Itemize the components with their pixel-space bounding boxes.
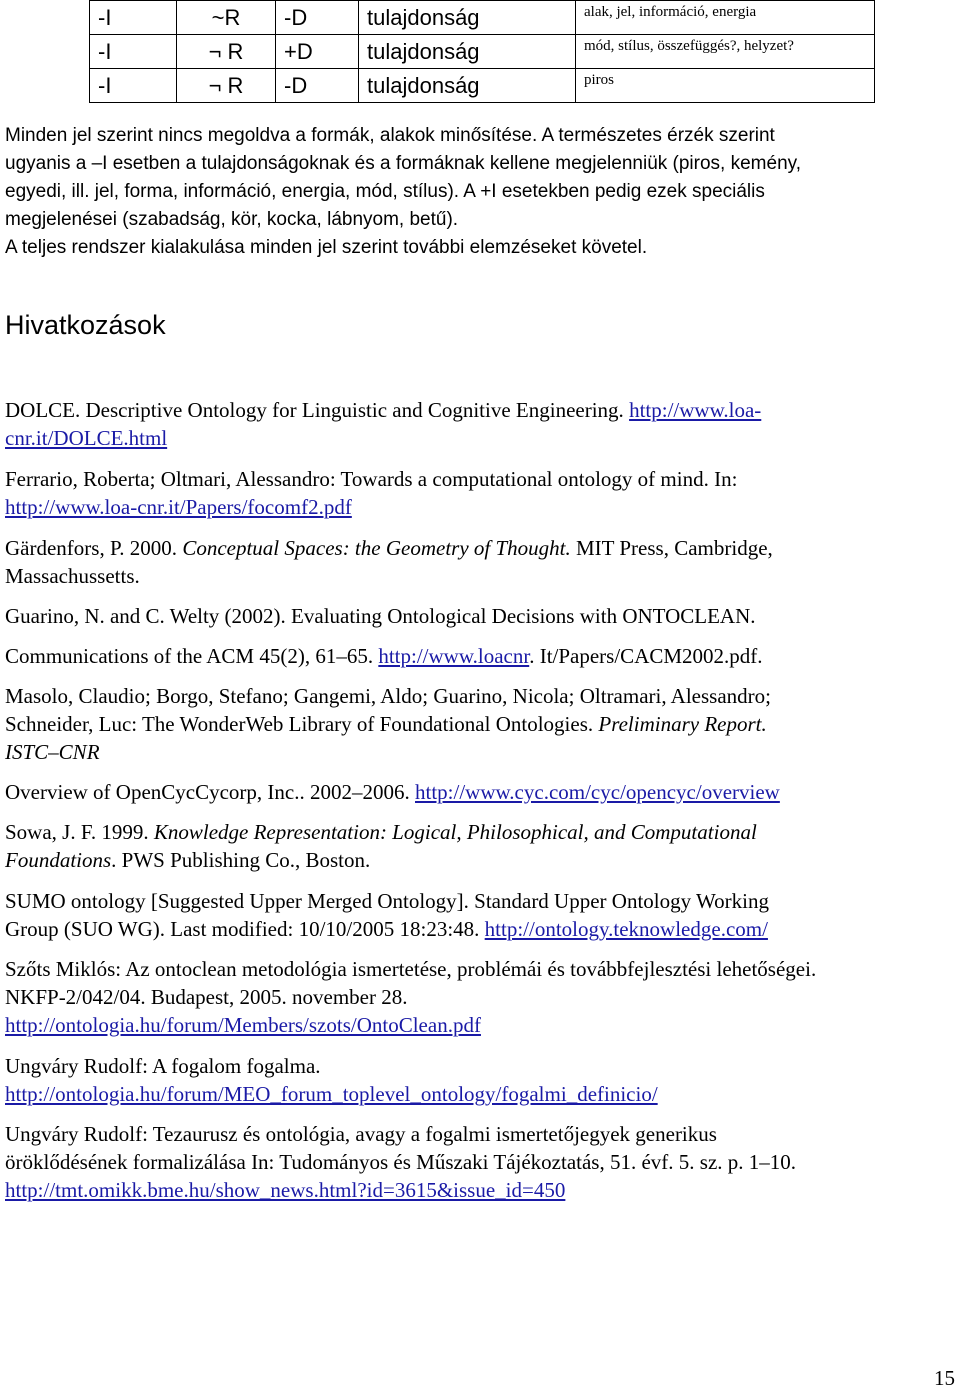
reference-text: DOLCE. Descriptive Ontology for Linguistic and Cognitive Engineering.	[5, 398, 630, 422]
reference-masolo	[5, 682, 950, 766]
reference-dolce	[5, 396, 950, 452]
table-cell: -I	[90, 35, 177, 69]
table-cell: tulajdonság	[359, 69, 576, 103]
reference-guarino-cont	[5, 642, 950, 670]
paragraph-line: megjelenései (szabadság, kör, kocka, lábnyom, betű).	[5, 209, 459, 230]
table-cell: -I	[90, 1, 177, 35]
reference-gardenfors	[5, 534, 950, 590]
table-cell: tulajdonság	[359, 1, 576, 35]
table-cell: +D	[276, 35, 359, 69]
paragraph-line: Minden jel szerint nincs megoldva a formák, alakok minősítése. A természetes érzék szerint	[5, 125, 775, 146]
table-cell: ~R	[177, 1, 276, 35]
reference-text: Guarino, N. and C. Welty (2002). Evaluating Ontological Decisions with ONTOCLEAN.	[5, 604, 756, 628]
table-row	[90, 35, 875, 69]
table-cell: ¬ R	[177, 35, 276, 69]
reference-text: SUMO ontology [Suggested Upper Merged Ontology]. Standard Upper Ontology Working	[5, 889, 769, 913]
reference-text: Group (SUO WG). Last modified: 10/10/2005 18:23:48.	[5, 917, 485, 941]
reference-opencyc	[5, 778, 950, 806]
reference-text: öröklődésének formalizálása In: Tudományos és Műszaki Tájékoztatás, 51. évf. 5. sz. p. 1–10.	[5, 1150, 797, 1174]
reference-text: ISTC–CNR	[5, 740, 100, 764]
reference-title: Conceptual Spaces: the Geometry of Thought.	[182, 536, 571, 560]
reference-title: Knowledge Representation: Logical, Philosophical, and Computational	[153, 820, 757, 844]
reference-text: Massachussetts.	[5, 564, 140, 588]
reference-ungvary-1	[5, 1052, 950, 1108]
reference-link[interactable]: http://www.loa-cnr.it/Papers/focomf2.pdf	[5, 495, 352, 519]
body-paragraph	[5, 122, 945, 262]
table-cell: tulajdonság	[359, 35, 576, 69]
table-cell: ¬ R	[177, 69, 276, 103]
table-cell: -D	[276, 69, 359, 103]
reference-link[interactable]: http://www.cyc.com/cyc/opencyc/overview	[415, 780, 780, 804]
reference-link[interactable]: http://www.loacnr	[378, 644, 530, 668]
reference-link[interactable]: http://tmt.omikk.bme.hu/show_news.html?id=3615&issue_id=450	[5, 1178, 566, 1202]
table-cell: mód, stílus, összefüggés?, helyzet?	[576, 35, 875, 69]
property-table	[89, 0, 875, 103]
reference-link[interactable]: http://ontologia.hu/forum/MEO_forum_toplevel_ontology/fogalmi_definicio/	[5, 1082, 658, 1106]
reference-link[interactable]: cnr.it/DOLCE.html	[5, 426, 168, 450]
reference-text: Masolo, Claudio; Borgo, Stefano; Gangemi, Aldo; Guarino, Nicola; Oltramari, Alessandro;	[5, 684, 771, 708]
reference-text: Ungváry Rudolf: A fogalom fogalma.	[5, 1054, 321, 1078]
reference-link[interactable]: http://www.loa-	[629, 398, 762, 422]
reference-text: Schneider, Luc: The WonderWeb Library of Foundational Ontologies.	[5, 712, 599, 736]
reference-sowa	[5, 818, 950, 874]
paragraph-line: egyedi, ill. jel, forma, információ, energia, mód, stílus). A +I esetekben pedig ezek speciális	[5, 181, 765, 202]
reference-text: Communications of the ACM 45(2), 61–65.	[5, 644, 379, 668]
paragraph-line: A teljes rendszer kialakulása minden jel szerint további elemzéseket követel.	[5, 237, 648, 258]
table-cell: -D	[276, 1, 359, 35]
reference-link[interactable]: http://ontology.teknowledge.com/	[484, 917, 768, 941]
reference-ungvary-2	[5, 1120, 950, 1204]
reference-text: . PWS Publishing Co., Boston.	[111, 848, 371, 872]
reference-text: Ferrario, Roberta; Oltmari, Alessandro: Towards a computational ontology of mind. In:	[5, 467, 738, 491]
table-cell: alak, jel, információ, energia	[576, 1, 875, 35]
reference-link[interactable]: http://ontologia.hu/forum/Members/szots/OntoClean.pdf	[5, 1013, 481, 1037]
page-number: 15	[934, 1366, 955, 1390]
table-cell: -I	[90, 69, 177, 103]
reference-text: Sowa, J. F. 1999.	[5, 820, 154, 844]
table-row	[90, 69, 875, 103]
table-cell: piros	[576, 69, 875, 103]
reference-text: . It/Papers/CACM2002.pdf.	[529, 644, 763, 668]
reference-text: Szőts Miklós: Az ontoclean metodológia ismertetése, problémái és továbbfejlesztési lehetőségei.	[5, 957, 817, 981]
reference-text: Gärdenfors, P. 2000.	[5, 536, 183, 560]
reference-text: MIT Press, Cambridge,	[570, 536, 773, 560]
reference-title: Foundations	[5, 848, 112, 872]
reference-szots	[5, 955, 950, 1039]
reference-sumo	[5, 887, 950, 943]
table-row	[90, 1, 875, 35]
reference-title: Preliminary Report.	[598, 712, 767, 736]
paragraph-line: ugyanis a –I esetben a tulajdonságoknak és a formáknak kellene megjelenniük (piros, kemény,	[5, 153, 802, 174]
references-heading: Hivatkozások	[5, 310, 166, 340]
reference-guarino	[5, 602, 950, 630]
reference-text: Ungváry Rudolf: Tezaurusz és ontológia, avagy a fogalmi ismertetőjegyek generikus	[5, 1122, 717, 1146]
reference-text: Overview of OpenCycCycorp, Inc.. 2002–2006.	[5, 780, 415, 804]
reference-text: NKFP-2/042/04. Budapest, 2005. november 28.	[5, 985, 408, 1009]
reference-ferrario	[5, 465, 950, 521]
